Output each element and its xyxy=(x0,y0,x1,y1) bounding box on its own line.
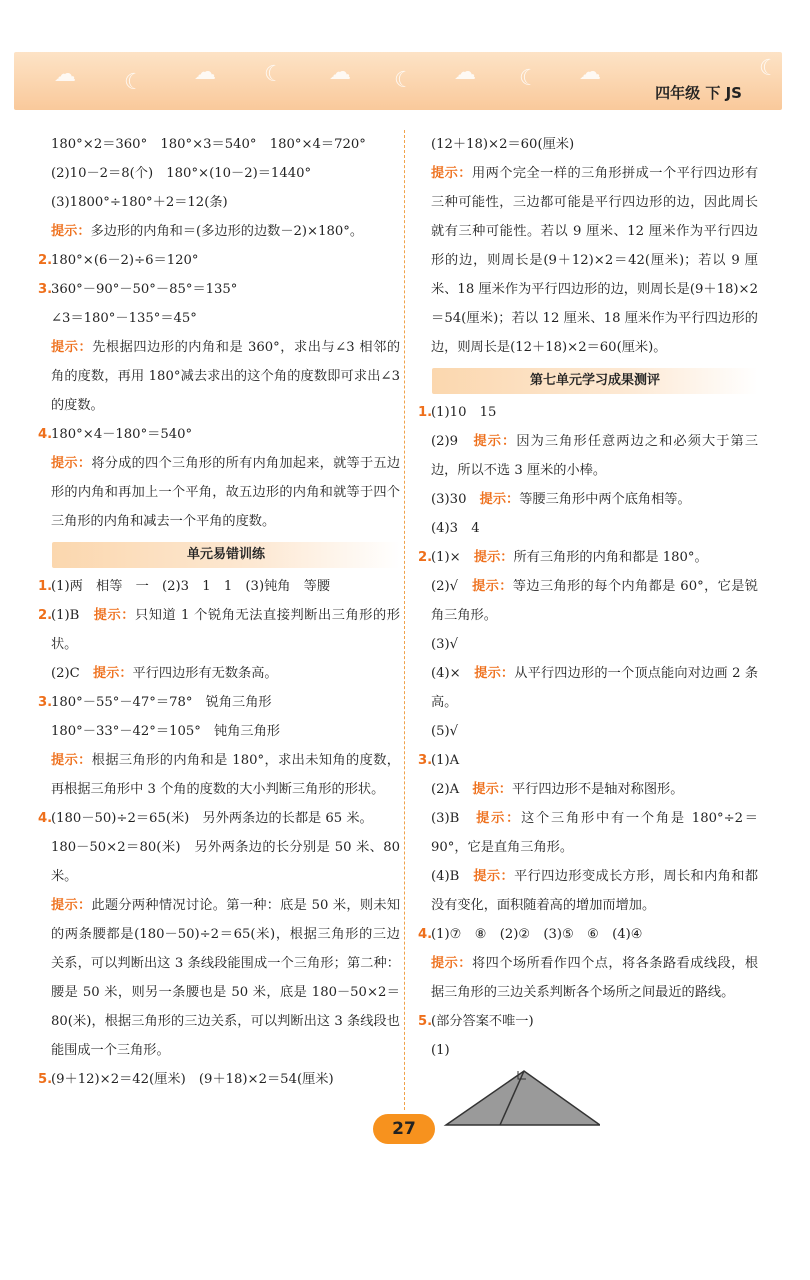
answer-text: (3)√ xyxy=(431,637,459,652)
answer-line xyxy=(38,246,400,275)
answer-text: (5)√ xyxy=(431,724,459,739)
answer-text: 平行四边形不是轴对称图形。 xyxy=(511,782,684,797)
answer-text: (部分答案不唯一) xyxy=(431,1014,534,1029)
answer-text: 180°×(6－2)÷6＝120° xyxy=(51,253,199,268)
page-number: 27 xyxy=(373,1114,435,1144)
answer-choice: (3)B xyxy=(431,811,477,826)
hint-label: 提示： xyxy=(476,811,522,826)
answer-text: 因为三角形任意两边之和必须大于第三边，所以不选 3 厘米的小棒。 xyxy=(431,434,759,478)
answer-choice: (1)B xyxy=(51,608,94,623)
answer-text: 180°－33°－42°＝105° 钝角三角形 xyxy=(51,724,280,739)
hint-line xyxy=(38,449,400,536)
question-number: 4. xyxy=(38,427,53,442)
answer-text: ∠3＝180°－135°＝45° xyxy=(51,311,197,326)
hint-line xyxy=(38,217,400,246)
cloud-rain-icon: ☁ xyxy=(329,60,351,85)
answer-choice: (2)√ xyxy=(431,579,473,594)
cloud-rain-icon: ☁ xyxy=(54,62,76,87)
column-divider xyxy=(404,130,405,1110)
answer-line xyxy=(38,1065,400,1094)
hint-line xyxy=(38,746,400,804)
section-heading: 单元易错训练 xyxy=(52,542,400,568)
hint-label: 提示： xyxy=(473,434,517,449)
answer-text: 平行四边形变成长方形，周长和内角和都没有变化，面积随着高的增加而增加。 xyxy=(431,869,759,913)
crescent-moon-icon: ☾ xyxy=(264,62,284,87)
answer-line xyxy=(418,746,758,775)
answer-choice: (1)× xyxy=(431,550,474,565)
question-number: 5. xyxy=(418,1014,433,1029)
answer-text: (12＋18)×2＝60(厘米) xyxy=(431,137,575,152)
answer-line xyxy=(38,159,400,188)
question-number: 3. xyxy=(38,695,53,710)
answer-line xyxy=(38,188,400,217)
answer-text: 180°×2＝360° 180°×3＝540° 180°×4＝720° xyxy=(51,137,366,152)
answer-line xyxy=(418,398,758,427)
answer-line xyxy=(38,833,400,891)
answer-text: (9＋12)×2＝42(厘米) (9＋18)×2＝54(厘米) xyxy=(51,1072,334,1087)
hint-line xyxy=(418,804,758,862)
answer-text: 180°×4－180°＝540° xyxy=(51,427,193,442)
answer-text: (1)A xyxy=(431,753,460,768)
hint-label: 提示： xyxy=(473,550,514,565)
header-banner xyxy=(14,52,782,110)
hint-line xyxy=(418,543,758,572)
hint-label: 提示： xyxy=(51,456,92,471)
answer-line xyxy=(418,920,758,949)
question-number: 5. xyxy=(38,1072,53,1087)
question-number: 1. xyxy=(418,405,433,420)
crescent-moon-icon: ☾ xyxy=(759,56,779,81)
hint-line xyxy=(418,659,758,717)
hint-label: 提示： xyxy=(431,166,472,181)
question-number: 1. xyxy=(38,579,53,594)
hint-label: 提示： xyxy=(472,579,513,594)
question-number: 4. xyxy=(418,927,433,942)
question-number: 3. xyxy=(38,282,53,297)
grade-label: 四年级 下 JS xyxy=(655,84,742,102)
hint-line xyxy=(418,572,758,630)
question-number: 3. xyxy=(418,753,433,768)
answer-choice: (2)9 xyxy=(431,434,474,449)
answer-text: (1)⑦ ⑧ (2)② (3)⑤ ⑥ (4)④ xyxy=(431,927,643,942)
answer-text: 用两个完全一样的三角形拼成一个平行四边形有三种可能性，三边都可能是平行四边形的边，因此周长就有三种可能性。若以 9 厘米、12 厘米作为平行四边形的边，则周长是(9＋12)×2＝42(厘米)；若以 9 厘米、18 厘米作为平行四边形的边，则周长是(9＋18)×2＝54(厘米)；若以 12 厘米、18 厘米作为平行四边形的边，则周长是(12＋18)×2＝60(厘米)。 xyxy=(431,166,759,355)
hint-label: 提示： xyxy=(473,869,515,884)
hint-line xyxy=(418,159,758,362)
answer-text: 所有三角形的内角和都是 180°。 xyxy=(513,550,708,565)
question-number: 4. xyxy=(38,811,53,826)
hint-label: 提示： xyxy=(51,224,91,239)
hint-label: 提示： xyxy=(479,492,520,507)
answer-line xyxy=(38,717,400,746)
answer-text: 多边形的内角和＝(多边形的边数－2)×180°。 xyxy=(90,224,364,239)
answer-line xyxy=(38,420,400,449)
answer-text: (2)10－2＝8(个) 180°×(10－2)＝1440° xyxy=(51,166,312,181)
question-number: 2. xyxy=(418,550,433,565)
crescent-moon-icon: ☾ xyxy=(394,68,414,93)
answer-choice: (3)30 xyxy=(431,492,480,507)
answer-line xyxy=(38,804,400,833)
hint-label: 提示： xyxy=(51,753,92,768)
hint-line xyxy=(418,775,758,804)
answer-text: 360°－90°－50°－85°＝135° xyxy=(51,282,238,297)
answer-line xyxy=(38,688,400,717)
answer-text: 将四个场所看作四个点，将各条路看成线段，根据三角形的三边关系判断各个场所之间最近的路线。 xyxy=(431,956,759,1000)
hint-label: 提示： xyxy=(93,608,135,623)
answer-text: 平行四边形有无数条高。 xyxy=(132,666,278,681)
right-column xyxy=(418,130,758,1131)
answer-line xyxy=(418,630,758,659)
hint-label: 提示： xyxy=(51,898,92,913)
answer-line xyxy=(38,304,400,333)
answer-line xyxy=(418,514,758,543)
crescent-moon-icon: ☾ xyxy=(519,66,539,91)
answer-text: (180－50)÷2＝65(米) 另外两条边的长都是 65 米。 xyxy=(51,811,373,826)
answer-line xyxy=(418,1036,758,1065)
answer-line xyxy=(418,717,758,746)
hint-line xyxy=(418,862,758,920)
question-number: 2. xyxy=(38,253,53,268)
hint-line xyxy=(38,333,400,420)
question-number: 2. xyxy=(38,608,53,623)
hint-label: 提示： xyxy=(474,666,515,681)
answer-line xyxy=(38,572,400,601)
cloud-rain-icon: ☁ xyxy=(579,60,601,85)
answer-choice: (4)× xyxy=(431,666,475,681)
answer-text: 将分成的四个三角形的所有内角加起来，就等于五边形的内角和再加上一个平角，故五边形的内角和就等于四个三角形的内角和减去一个平角的度数。 xyxy=(51,456,401,529)
answer-line xyxy=(38,275,400,304)
answer-text: 先根据四边形的内角和是 360°，求出与∠3 相邻的角的度数，再用 180°减去求出的这个角的度数即可求出∠3 的度数。 xyxy=(51,340,401,413)
cloud-rain-icon: ☁ xyxy=(454,60,476,85)
answer-text: (1)两 相等 一 (2)3 1 1 (3)钝角 等腰 xyxy=(51,579,331,594)
answer-choice: (4)B xyxy=(431,869,474,884)
answer-text: 等腰三角形中两个底角相等。 xyxy=(519,492,691,507)
answer-line xyxy=(418,130,758,159)
left-column xyxy=(38,130,400,1094)
answer-text: (1)10 15 xyxy=(431,405,497,420)
hint-line xyxy=(38,659,400,688)
answer-text: 这个三角形中有一个角是 180°÷2＝90°，它是直角三角形。 xyxy=(431,811,758,855)
answer-text: 180－50×2＝80(米) 另外两条边的长分别是 50 米、80 米。 xyxy=(51,840,400,884)
hint-line xyxy=(418,485,758,514)
cloud-rain-icon: ☁ xyxy=(194,60,216,85)
hint-label: 提示： xyxy=(51,340,93,355)
answer-text: 根据三角形的内角和是 180°，求出未知角的度数，再根据三角形中 3 个角的度数的大小判断三角形的形状。 xyxy=(51,753,400,797)
answer-text: (1) xyxy=(431,1043,450,1058)
triangle-figure xyxy=(430,1065,600,1131)
crescent-moon-icon: ☾ xyxy=(124,70,144,95)
hint-label: 提示： xyxy=(431,956,472,971)
hint-label: 提示： xyxy=(472,782,512,797)
hint-label: 提示： xyxy=(92,666,133,681)
section-heading: 第七单元学习成果测评 xyxy=(432,368,758,394)
answer-text: 180°－55°－47°＝78° 锐角三角形 xyxy=(51,695,272,710)
answer-text: (3)1800°÷180°＋2＝12(条) xyxy=(51,195,228,210)
answer-text: 只知道 1 个锐角无法直接判断出三角形的形状。 xyxy=(51,608,400,652)
answer-line xyxy=(418,1007,758,1036)
answer-choice: (2)A xyxy=(431,782,473,797)
hint-line xyxy=(418,427,758,485)
answer-line xyxy=(38,130,400,159)
answer-text: (4)3 4 xyxy=(431,521,480,536)
hint-line xyxy=(38,891,400,1065)
answer-text: 从平行四边形的一个顶点能向对边画 2 条高。 xyxy=(431,666,759,710)
hint-line xyxy=(418,949,758,1007)
answer-text: 此题分两种情况讨论。第一种：底是 50 米，则未知的两条腰都是(180－50)÷2＝65(米)，根据三角形的三边关系，可以判断出这 3 条线段能围成一个三角形；第二种：腰是 50 米，则另一条腰也是 50 米，底是 180－50×2＝80(米)，根据三角形的三边关系，可以判断出这 3 条线段也能围成一个三角形。 xyxy=(51,898,401,1058)
hint-line xyxy=(38,601,400,659)
answer-choice: (2)C xyxy=(51,666,93,681)
answer-text: 等边三角形的每个内角都是 60°，它是锐角三角形。 xyxy=(431,579,758,623)
